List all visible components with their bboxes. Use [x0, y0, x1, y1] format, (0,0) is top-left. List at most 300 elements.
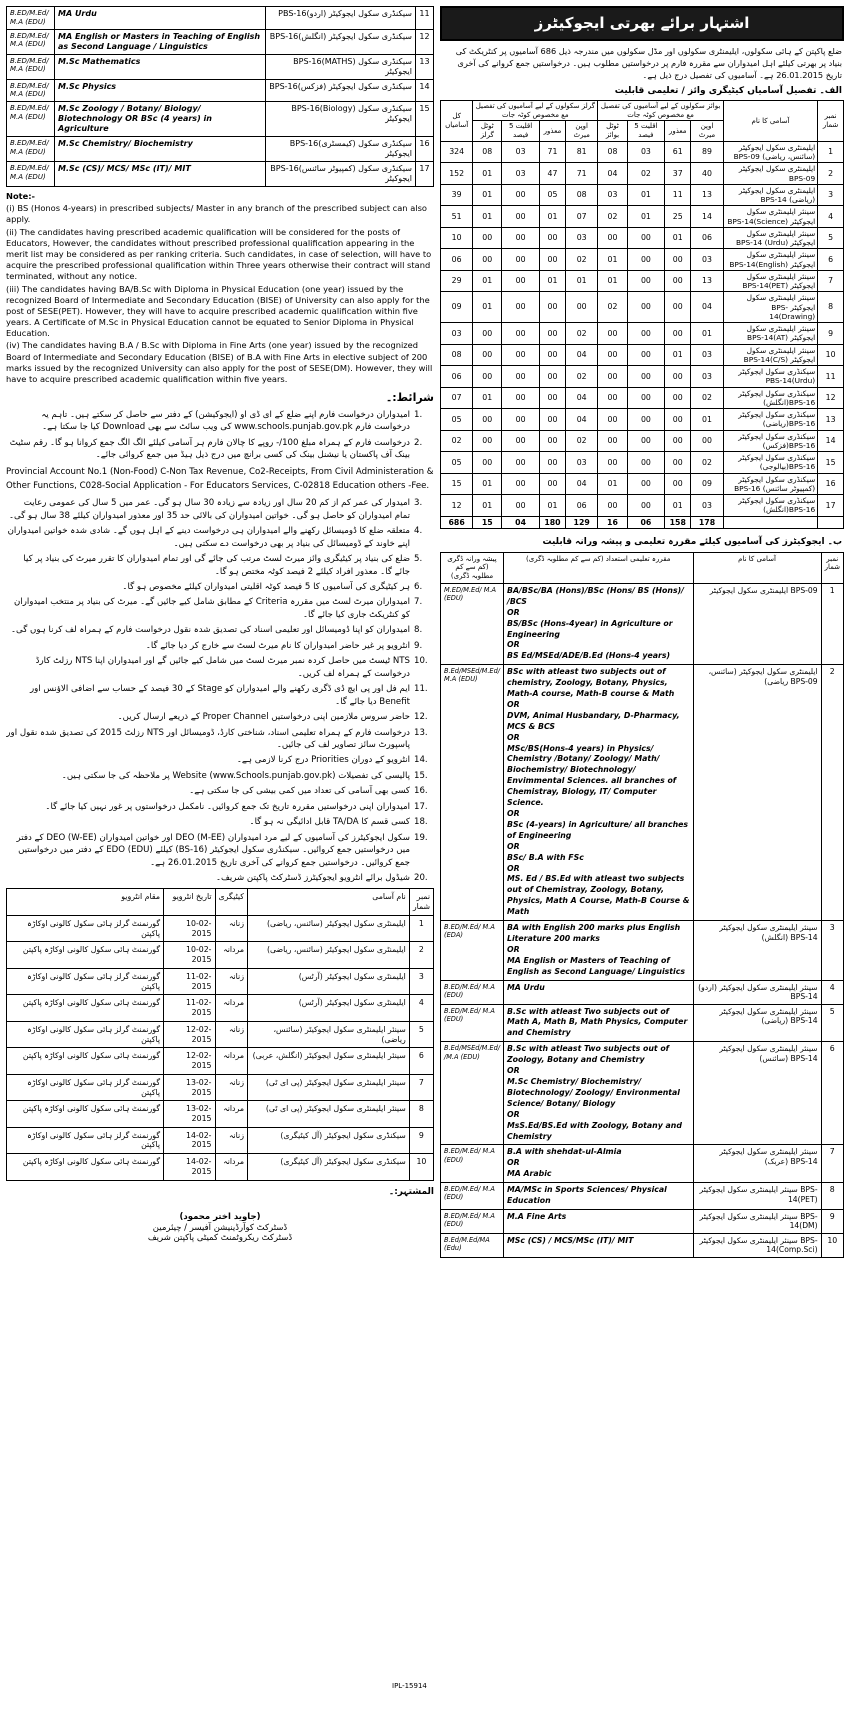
condition-number: 4. — [414, 526, 423, 537]
post-name: PBS-16(اردو) سیکنڈری سکول ایجوکیٹر — [266, 7, 416, 30]
vac-count: 03 — [502, 141, 540, 163]
vac-header-boys: بوائز سکولوں کے لیے آسامیوں کی تفصیل مع مخصوص کوٹہ جات — [598, 100, 723, 121]
schedule-cell: 2 — [409, 942, 433, 968]
professional-degree: B.ED/M.Ed/ M.A (EDU) — [7, 137, 55, 162]
req-post-name: سینئر ایلیمنٹری سکول ایجوکیٹر BPS-14(DM) — [693, 1209, 821, 1233]
vac-total: 02 — [441, 430, 473, 452]
vac-count: 00 — [598, 227, 627, 249]
schedule-cell: زنانہ — [215, 1127, 247, 1153]
vac-count: 08 — [473, 141, 502, 163]
schedule-row — [7, 1154, 434, 1180]
vac-subheader: معذور — [665, 121, 691, 142]
vac-count: 00 — [627, 292, 665, 323]
vac-total: 03 — [441, 323, 473, 345]
vac-total: 07 — [441, 387, 473, 409]
vac-post: ایلیمنٹری سکول ایجوکیٹر BPS-09 — [723, 163, 817, 185]
interview-schedule-table — [6, 888, 434, 1180]
req-academic-qualification: M.A Fine Arts — [504, 1209, 694, 1233]
vac-count: 00 — [473, 452, 502, 474]
schedule-cell: 12-02-2015 — [164, 1048, 215, 1074]
vac-count: 06 — [565, 495, 597, 517]
note-2: (ii) The candidates having prescribed academic qualification will be considered for the posts of Educators, However, the candidates without prescribed professional qualification appearing in the merit list may be considered as per ranking criteria. Such candidates, in case of selection, will have to acquire the prescribed professional qualification within Three years otherwise their contract will stand terminated, without any notice. — [6, 226, 432, 282]
schedule-cell: زنانہ — [215, 1021, 247, 1047]
vac-count: 00 — [539, 409, 565, 431]
vac-total-count: 158 — [665, 516, 691, 529]
schedule-cell: 8 — [409, 1101, 433, 1127]
condition-item — [6, 553, 434, 578]
condition-item — [6, 640, 434, 652]
schedule-cell: 6 — [409, 1048, 433, 1074]
schedule-cell: 10 — [409, 1154, 433, 1180]
vac-count: 01 — [627, 206, 665, 228]
req-post-name: ایلیمنٹری سکول ایجوکیٹر BPS-09 — [693, 583, 821, 664]
vac-count: 00 — [665, 473, 691, 495]
vac-total: 10 — [441, 227, 473, 249]
vac-total: 08 — [441, 344, 473, 366]
vac-header-total: کل آسامیاں — [441, 100, 473, 141]
publisher-label: المشتہر:۔ — [388, 1186, 434, 1197]
vac-count: 01 — [691, 323, 723, 345]
schedule-cell: سینئر ایلیمنٹری سکول ایجوکیٹر (پی ای ٹی) — [248, 1101, 410, 1127]
vac-total-count: 15 — [473, 516, 502, 529]
vac-count: 61 — [665, 141, 691, 163]
condition-number: 10. — [414, 656, 428, 667]
vac-count: 00 — [539, 249, 565, 271]
vac-total-count: 180 — [539, 516, 565, 529]
vac-count: 37 — [665, 163, 691, 185]
vac-count: 05 — [539, 184, 565, 206]
vac-count: 00 — [627, 387, 665, 409]
vac-no: 7 — [818, 270, 844, 292]
schedule-cell: ایلیمنٹری سکول ایجوکیٹر (آرٹس) — [248, 968, 410, 994]
academic-qualification: M.Sc Mathematics — [55, 54, 266, 79]
vac-no: 10 — [818, 344, 844, 366]
req-row-number: 1 — [821, 583, 843, 664]
condition-item — [6, 409, 434, 434]
vac-total-count: 04 — [502, 516, 540, 529]
requirements-header-cell: آسامی کا نام — [693, 552, 821, 583]
vac-count: 02 — [627, 163, 665, 185]
vac-count: 00 — [539, 452, 565, 474]
vac-count: 01 — [473, 473, 502, 495]
vac-count: 01 — [473, 387, 502, 409]
row-number: 11 — [416, 7, 434, 30]
condition-text: ہر کیٹیگری کی آسامیوں کا 5 فیصد کوٹہ اقلیتی امیدواران کیلئے مخصوص ہو گا۔ — [122, 581, 410, 592]
condition-item — [6, 437, 434, 462]
vac-count: 01 — [665, 227, 691, 249]
vac-total: 12 — [441, 495, 473, 517]
schedule-cell: 14-02-2015 — [164, 1127, 215, 1153]
vac-count: 00 — [502, 495, 540, 517]
academic-qualification: M.Sc Zoology / Botany/ Biology/ Biotechnology OR BSc (4 years) in Agriculture — [55, 102, 266, 137]
condition-text: متعلقہ ضلع کا ڈومیسائل رکھنے والے امیدواران ہی درخواست دینے کے اہل ہوں گے۔ شادی شدہ خواتین امیدواران اپنے خاوند کے ڈومیسائل کی بنیاد پر بھی درخواست دے سکتی ہیں۔ — [7, 526, 410, 549]
vac-count: 02 — [565, 430, 597, 452]
schedule-cell: گورنمنٹ ہائی سکول کالونی اوکاڑہ پاکپتن — [7, 995, 164, 1021]
vac-post: سیکنڈری سکول ایجوکیٹر PBS-14(Urdu) — [723, 366, 817, 388]
vacancy-row — [441, 163, 844, 185]
schedule-cell: گورنمنٹ ہائی سکول کالونی اوکاڑہ پاکپتن — [7, 1101, 164, 1127]
row-number: 14 — [416, 79, 434, 102]
vac-no: 4 — [818, 206, 844, 228]
vac-count: 00 — [539, 227, 565, 249]
condition-number: 12. — [414, 712, 428, 723]
vac-no: 12 — [818, 387, 844, 409]
vacancy-row — [441, 249, 844, 271]
schedule-row — [7, 915, 434, 941]
vac-count: 01 — [473, 206, 502, 228]
req-professional-degree: B.ED/M.Ed/ M.A (EDU) — [441, 1183, 504, 1210]
vac-no: 1 — [818, 141, 844, 163]
vac-count: 47 — [539, 163, 565, 185]
condition-item — [6, 816, 434, 828]
vac-count: 03 — [598, 184, 627, 206]
vac-total: 06 — [441, 366, 473, 388]
vac-count: 00 — [598, 409, 627, 431]
schedule-cell: گورنمنٹ گرلز ہائی سکول کالونی اوکاڑہ پاکپتن — [7, 1021, 164, 1047]
vac-count: 01 — [473, 184, 502, 206]
schedule-cell: گورنمنٹ ہائی سکول کالونی اوکاڑہ پاکپتن — [7, 942, 164, 968]
vac-post: سینئر ایلیمنٹری سکول ایجوکیٹر BPS-14(PET) — [723, 270, 817, 292]
vac-count: 00 — [627, 227, 665, 249]
vac-count: 03 — [565, 227, 597, 249]
schedule-cell: 11-02-2015 — [164, 995, 215, 1021]
vac-no: 17 — [818, 495, 844, 517]
vac-subheader: اقلیت 5 فیصد — [502, 121, 540, 142]
schedule-cell: مردانہ — [215, 995, 247, 1021]
vac-post: سیکنڈری سکول ایجوکیٹر BPS-16(انگلش) — [723, 387, 817, 409]
vac-count: 00 — [598, 495, 627, 517]
condition-number: 14. — [414, 755, 428, 766]
note-3: (iii) The candidates having BA/B.Sc with Diploma in Physical Education (one year) issued by the recognized Board of Intermediate and Secondary Education (BISE) of University can also apply for the post of SESE(PET). However, they will have to acquire prescribed academic qualification within five years. A Certificate of M.Sc in Physical Education cannot be equated to Senior Diploma in Physical Education. — [6, 283, 430, 339]
schedule-row — [7, 1048, 434, 1074]
vac-count: 01 — [665, 495, 691, 517]
schedule-header-cell: تاریخ انٹرویو — [164, 889, 215, 915]
requirements-header-cell: نمبر شمار — [821, 552, 843, 583]
vac-count: 00 — [473, 344, 502, 366]
vac-header-no: نمبر شمار — [818, 100, 844, 141]
schedule-cell: مردانہ — [215, 1048, 247, 1074]
condition-item — [6, 596, 434, 621]
vac-subheader: معذور — [539, 121, 565, 142]
vac-count: 00 — [502, 184, 540, 206]
left-column — [6, 6, 434, 1244]
vac-count: 00 — [502, 473, 540, 495]
condition-text: سکول ایجوکیٹرز کی آسامیوں کے لیے مرد امیدواران DEO (M-EE) اور خواتین امیدواران DEO (W-EE) کے دفتر میں درخواستیں جمع کروائیں۔ سیکنڈری سکول ایجوکیٹر (BS-16) کیلئے EDO (EDU) کے دفتر میں درخواستیں جمع کروائیں۔ درخواستیں جمع کروانے کی آخری تاریخ 26.01.2015 ہے۔ — [16, 832, 410, 868]
vac-count: 04 — [565, 387, 597, 409]
vacancy-row — [441, 292, 844, 323]
schedule-header-row — [7, 889, 434, 915]
professional-degree: B.ED/M.Ed/ M.A (EDU) — [7, 7, 55, 30]
vacancy-row — [441, 473, 844, 495]
qual-row — [7, 137, 434, 162]
req-row-number: 7 — [821, 1145, 843, 1183]
vac-no: 11 — [818, 366, 844, 388]
requirement-row — [441, 1209, 844, 1233]
professional-degree: B.ED/M.Ed/ M.A (EDU) — [7, 54, 55, 79]
schedule-cell: 1 — [409, 915, 433, 941]
condition-item — [6, 683, 434, 708]
schedule-cell: 9 — [409, 1127, 433, 1153]
section-a-title: الف۔ تفصیل آسامیاں کیٹیگری وائز / تعلیمی قابلیت — [614, 85, 842, 96]
vac-count: 03 — [502, 163, 540, 185]
vac-count: 00 — [598, 344, 627, 366]
condition-number: 11. — [414, 684, 428, 695]
vac-count: 00 — [598, 430, 627, 452]
vacancy-row — [441, 430, 844, 452]
vac-count: 00 — [598, 323, 627, 345]
vac-no: 15 — [818, 452, 844, 474]
vac-post: سیکنڈری سکول ایجوکیٹر BPS-16(انگلش) — [723, 495, 817, 517]
condition-item — [6, 525, 434, 550]
vac-count: 00 — [627, 430, 665, 452]
professional-degree: B.ED/M.Ed/ M.A (EDU) — [7, 79, 55, 102]
vac-count: 00 — [502, 452, 540, 474]
vac-count: 00 — [502, 344, 540, 366]
schedule-cell: 13-02-2015 — [164, 1101, 215, 1127]
schedule-row — [7, 1021, 434, 1047]
condition-item — [6, 832, 434, 869]
vac-count: 00 — [539, 430, 565, 452]
vac-count: 00 — [502, 409, 540, 431]
condition-number: 8. — [414, 625, 423, 636]
schedule-cell: زنانہ — [215, 1074, 247, 1100]
vac-count: 00 — [502, 270, 540, 292]
schedule-cell: گورنمنٹ گرلز ہائی سکول کالونی اوکاڑہ پاکپتن — [7, 968, 164, 994]
requirements-header-cell: پیشہ ورانہ ڈگری (کم سے کم مطلوبہ ڈگری) — [441, 552, 504, 583]
vac-count: 00 — [473, 323, 502, 345]
requirement-row — [441, 1233, 844, 1257]
vac-count: 00 — [627, 495, 665, 517]
row-number: 16 — [416, 137, 434, 162]
vacancy-row — [441, 409, 844, 431]
requirement-row — [441, 921, 844, 981]
vac-count: 00 — [665, 323, 691, 345]
vac-count: 03 — [691, 249, 723, 271]
schedule-cell: گورنمنٹ گرلز ہائی سکول کالونی اوکاڑہ پاکپتن — [7, 915, 164, 941]
schedule-row — [7, 995, 434, 1021]
vac-count: 11 — [665, 184, 691, 206]
vac-post: ایلیمنٹری سکول ایجوکیٹر (سائنس، ریاضی) BPS-09 — [723, 141, 817, 163]
condition-text: انٹرویو کے دوران Priorities درج کرنا لازمی ہے۔ — [236, 755, 410, 766]
schedule-cell: مردانہ — [215, 1154, 247, 1180]
requirement-row — [441, 1004, 844, 1042]
req-professional-degree: B.ED/M.Ed/ M.A (EDU) — [441, 1145, 504, 1183]
schedule-cell: ایلیمنٹری سکول ایجوکیٹر (آرٹس) — [248, 995, 410, 1021]
req-professional-degree: B.Ed/MSEd/M.Ed/ /M.A (EDU) — [441, 1042, 504, 1145]
condition-number: 16. — [414, 786, 428, 797]
vac-count: 04 — [565, 409, 597, 431]
vac-total: 152 — [441, 163, 473, 185]
schedule-cell: 3 — [409, 968, 433, 994]
vac-no: 6 — [818, 249, 844, 271]
vac-count: 02 — [565, 366, 597, 388]
vac-count: 00 — [539, 344, 565, 366]
post-name: BPS-16(Biology) سیکنڈری سکول ایجوکیٹر — [266, 102, 416, 137]
vac-post: ایلیمنٹری سکول ایجوکیٹر (ریاضی) BPS-14 — [723, 184, 817, 206]
row-number: 12 — [416, 29, 434, 54]
professional-degree: B.ED/M.Ed/ M.A (EDU) — [7, 162, 55, 187]
vacancy-row — [441, 227, 844, 249]
vacancy-row — [441, 344, 844, 366]
post-name: BPS-16(انگلش) سیکنڈری سکول ایجوکیٹر — [266, 29, 416, 54]
academic-qualification: M.Sc Chemistry/ Biochemistry — [55, 137, 266, 162]
schedule-cell: گورنمنٹ گرلز ہائی سکول کالونی اوکاڑہ پاکپتن — [7, 1074, 164, 1100]
vac-count: 00 — [665, 409, 691, 431]
vac-count: 81 — [565, 141, 597, 163]
condition-text: ضلع کی بنیاد پر کیٹیگری وائز میرٹ لسٹ مرتب کی جائے گی اور تمام امیدواران کا تقرر میرٹ کی بنیاد پر کیا جائے گا۔ معذور افراد کیلئے 2 فیصد کوٹہ مختص ہو گا۔ — [23, 554, 410, 577]
schedule-cell: سینئر ایلیمنٹری سکول ایجوکیٹر (انگلش، عربی) — [248, 1048, 410, 1074]
vac-no: 5 — [818, 227, 844, 249]
vac-total: 05 — [441, 409, 473, 431]
req-row-number: 6 — [821, 1042, 843, 1145]
schedule-cell: ایلیمنٹری سکول ایجوکیٹر (سائنس، ریاضی) — [248, 915, 410, 941]
schedule-cell: 4 — [409, 995, 433, 1021]
condition-number: 19. — [414, 832, 428, 843]
vac-total: 09 — [441, 292, 473, 323]
vac-count: 00 — [539, 292, 565, 323]
condition-text: کسی بھی آسامی کی تعداد میں کمی بیشی کی جا سکتی ہے۔ — [189, 786, 410, 797]
req-academic-qualification: B.Sc with atleast Two subjects out of Zoology, Botany and Chemistry OR M.Sc Chemistry/ Biochemistry/ Biotechnology/ Zoology/ Environmental Science/ Botany/ Biology OR MsS.Ed/BS.Ed with Zoology, Botany and Chemistry — [504, 1042, 694, 1145]
condition-item — [6, 801, 434, 813]
schedule-row — [7, 942, 434, 968]
vac-count: 00 — [627, 473, 665, 495]
section-b-title: ب۔ ایجوکیٹرز کی آسامیوں کیلئے مقررہ تعلیمی و پیشہ ورانہ قابلیت — [542, 537, 842, 548]
schedule-cell: 7 — [409, 1074, 433, 1100]
academic-qualification: MA English or Masters in Teaching of English as Second Language / Linguistics — [55, 29, 266, 54]
vac-count: 00 — [598, 366, 627, 388]
qual-row — [7, 54, 434, 79]
vac-count: 00 — [539, 366, 565, 388]
vac-count: 08 — [565, 184, 597, 206]
vac-count: 00 — [502, 206, 540, 228]
vac-count: 00 — [539, 323, 565, 345]
req-academic-qualification: BA/BSc/BA (Hons)/BSc (Hons/ BS (Hons)/ /BCS OR BS/BSc (Hons-4year) in Agriculture or Engineering OR BS Ed/MSEd/ADE/B.Ed (Hons-4 years) — [504, 583, 694, 664]
vac-count: 01 — [565, 270, 597, 292]
vac-count: 06 — [691, 227, 723, 249]
vacancy-row — [441, 387, 844, 409]
vac-subheader: ٹوٹل گرلز — [473, 121, 502, 142]
vac-total: 15 — [441, 473, 473, 495]
vac-count: 00 — [627, 249, 665, 271]
schedule-header-cell: نمبر شمار — [409, 889, 433, 915]
schedule-cell: 11-02-2015 — [164, 968, 215, 994]
condition-item — [6, 655, 434, 680]
vac-count: 00 — [665, 270, 691, 292]
vac-count: 00 — [665, 387, 691, 409]
vac-count: 00 — [665, 430, 691, 452]
req-academic-qualification: MA Urdu — [504, 980, 694, 1004]
notes-heading: Note:- — [6, 191, 35, 201]
vac-count: 01 — [539, 270, 565, 292]
vac-count: 00 — [473, 227, 502, 249]
requirement-row — [441, 1183, 844, 1210]
vac-post: سیکنڈری سکول ایجوکیٹر BPS-16(فزکس) — [723, 430, 817, 452]
qual-row — [7, 29, 434, 54]
vac-totals-label — [723, 516, 817, 529]
condition-item — [6, 785, 434, 797]
vac-subheader: اوپن میرٹ — [691, 121, 723, 142]
vac-count: 00 — [539, 473, 565, 495]
vac-count: 01 — [539, 495, 565, 517]
signatory-name: (جاوید اختر محمود) — [179, 1211, 261, 1222]
vac-count: 00 — [627, 323, 665, 345]
condition-text: امیدوار کی عمر کم از کم 20 سال اور زیادہ سے زیادہ 30 سال ہو گی۔ عمر میں 5 سال کی عمومی رعایت تمام امیدواران کو حاصل ہو گی۔ خواتین امیدواران کی بالائی حد 35 اور معذور امیدواران کیلئے 38 سال ہو گی۔ — [8, 498, 410, 521]
vac-subheader: اوپن میرٹ — [565, 121, 597, 142]
schedule-header-cell: کیٹیگری — [215, 889, 247, 915]
qual-row — [7, 162, 434, 187]
vac-count: 00 — [473, 366, 502, 388]
vac-count: 00 — [539, 387, 565, 409]
vac-count: 08 — [598, 141, 627, 163]
req-row-number: 9 — [821, 1209, 843, 1233]
req-row-number: 4 — [821, 980, 843, 1004]
req-post-name: سینئر ایلیمنٹری سکول ایجوکیٹر (انگلش) BPS-14 — [693, 921, 821, 981]
row-number: 17 — [416, 162, 434, 187]
vacancy-row — [441, 141, 844, 163]
vac-total: 51 — [441, 206, 473, 228]
condition-number: 13. — [414, 727, 428, 738]
vac-count: 00 — [598, 452, 627, 474]
condition-text: امیدواران میرٹ لسٹ میں مقررہ Criteria کے مطابق شامل کیے جائیں گے۔ میرٹ کی بنیاد پر منتخب امیدواران کو کنٹریکٹ جاری کیا جائے گا۔ — [14, 597, 410, 620]
req-post-name: سینئر ایلیمنٹری سکول ایجوکیٹر (اردو) BPS-14 — [693, 980, 821, 1004]
vac-post: سینئر ایلیمنٹری سکول ایجوکیٹر BPS-14(English) — [723, 249, 817, 271]
vac-count: 00 — [502, 323, 540, 345]
vac-count: 09 — [691, 473, 723, 495]
vac-post: سینئر ایلیمنٹری سکول ایجوکیٹر BPS-14(Science) — [723, 206, 817, 228]
schedule-cell: سیکنڈری سکول ایجوکیٹر (آل کیٹیگری) — [248, 1154, 410, 1180]
vac-count: 89 — [691, 141, 723, 163]
vac-post: سینئر ایلیمنٹری سکول ایجوکیٹر BPS-14(AT) — [723, 323, 817, 345]
condition-item — [6, 770, 434, 782]
req-professional-degree: B.ED/M.Ed/ M.A (EDU) — [441, 980, 504, 1004]
vac-count: 01 — [598, 249, 627, 271]
schedule-cell: 14-02-2015 — [164, 1154, 215, 1180]
schedule-cell: 10-02-2015 — [164, 915, 215, 941]
vac-post: سینئر ایلیمنٹری سکول ایجوکیٹر BPS-14(C/S) — [723, 344, 817, 366]
req-row-number: 3 — [821, 921, 843, 981]
condition-text: انٹرویو پر غیر حاضر امیدواران کا نام میرٹ لسٹ سے خارج کر دیا جائے گا۔ — [145, 640, 410, 651]
req-post-name: سینئر ایلیمنٹری سکول ایجوکیٹر (ریاضی) BPS-14 — [693, 1004, 821, 1042]
vac-count: 01 — [473, 270, 502, 292]
schedule-header-cell: مقام انٹرویو — [7, 889, 164, 915]
condition-text: پالیسی کی تفصیلات (www.Schools.punjab.gov.pk) Website پر ملاحظہ کی جا سکتی ہیں۔ — [61, 770, 410, 781]
vac-total: 39 — [441, 184, 473, 206]
vac-grand-total: 686 — [441, 516, 473, 529]
vac-count: 04 — [691, 292, 723, 323]
req-professional-degree: B.ED/M.Ed/ M.A (EDA) — [441, 921, 504, 981]
signatory-org: ڈسٹرکٹ ریکروٹمنٹ کمیٹی پاکپتن شریف — [147, 1233, 293, 1244]
vacancy-row — [441, 323, 844, 345]
schedule-row — [7, 1101, 434, 1127]
conditions-list-continued — [6, 497, 434, 884]
vac-count: 71 — [539, 141, 565, 163]
schedule-cell: 12-02-2015 — [164, 1021, 215, 1047]
condition-number: 15. — [414, 770, 428, 781]
condition-number: 5. — [414, 554, 423, 565]
account-head: Provincial Account No.1 (Non-Food) C-Non Tax Revenue, Co2-Receipts, From Civil Administeration & Other Functions, C028-Social Application - For Educators Services, C-02818 Education others -Fee. — [6, 466, 434, 491]
vac-count: 01 — [473, 292, 502, 323]
ipl-reference: IPL-15914 — [392, 1682, 427, 1690]
vac-count: 25 — [665, 206, 691, 228]
condition-text: NTS ٹیسٹ میں حاصل کردہ نمبر میرٹ لسٹ میں شامل کیے جائیں گے اور امیدواران اپنا NTS رزلٹ کارڈ درخواست کے ہمراہ لف کریں۔ — [35, 656, 410, 679]
professional-degree: B.ED/M.Ed/ M.A (EDU) — [7, 29, 55, 54]
vac-count: 04 — [598, 163, 627, 185]
condition-item — [6, 872, 434, 884]
schedule-cell: سیکنڈری سکول ایجوکیٹر (آل کیٹیگری) — [248, 1127, 410, 1153]
condition-text: شیڈول برائے انٹرویو ایجوکیٹرز ڈسٹرکٹ پاکپتن شریف۔ — [215, 873, 410, 884]
requirement-row — [441, 1042, 844, 1145]
schedule-cell: سینئر ایلیمنٹری سکول ایجوکیٹر (سائنس، ریاضی) — [248, 1021, 410, 1047]
